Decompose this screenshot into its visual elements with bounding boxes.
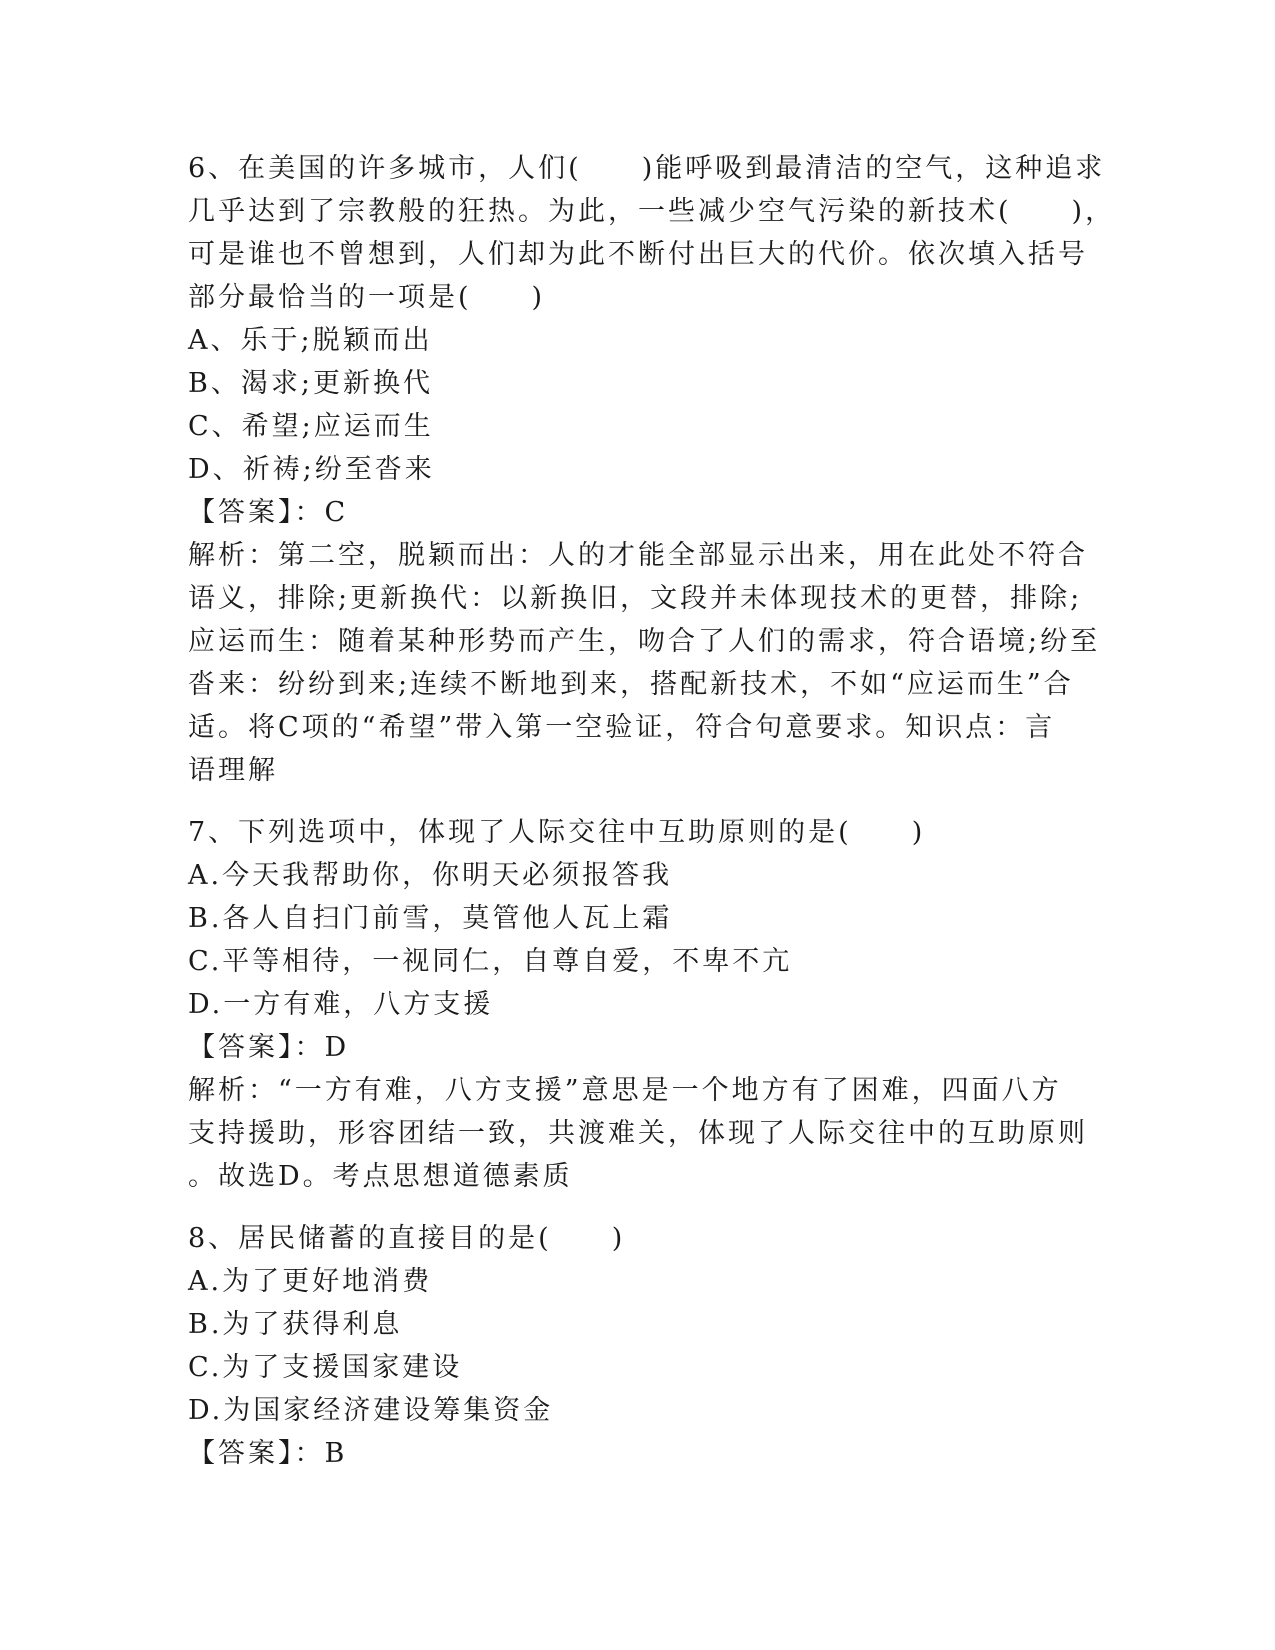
question-stem-line: 6、在美国的许多城市，人们( )能呼吸到最清洁的空气，这种追求 [188,153,1106,184]
question-stem-line: 可是谁也不曾想到，人们却为此不断付出巨大的代价。依次填入括号 [188,239,1088,270]
option-d: D.一方有难，八方支援 [188,989,494,1020]
analysis-line: 语理解 [188,755,278,786]
question-stem-line: 7、下列选项中，体现了人际交往中互助原则的是( ) [188,817,926,848]
option-d: D.为国家经济建设筹集资金 [188,1395,554,1426]
question-stem-line: 部分最恰当的一项是( ) [188,282,546,313]
analysis-line: 解析：第二空，脱颖而出：人的才能全部显示出来，用在此处不符合 [188,540,1088,571]
answer-line: 【答案】：D [188,1032,350,1063]
question-spacer [188,792,1078,811]
analysis-line: 。故选D。考点思想道德素质 [188,1161,573,1192]
analysis-line: 语义，排除;更新换代：以新换旧，文段并未体现技术的更替，排除; [188,583,1083,614]
analysis-line: 解析：“一方有难，八方支援”意思是一个地方有了困难，四面八方 [188,1075,1062,1106]
option-b: B.各人自扫门前雪，莫管他人瓦上霜 [188,903,673,934]
question-block-8 [188,1217,1078,1475]
question-spacer [188,1198,1078,1217]
option-a: A、乐于;脱颖而出 [188,325,433,356]
analysis-line: 沓来：纷纷到来;连续不断地到来，搭配新技术，不如“应运而生”合 [188,669,1074,700]
question-block-7 [188,811,1088,1198]
question-block-6 [188,147,1116,792]
answer-line: 【答案】：B [188,1438,348,1469]
option-b: B、渴求;更新换代 [188,368,433,399]
question-stem-line: 8、居民储蓄的直接目的是( ) [188,1223,626,1254]
option-c: C、希望;应运而生 [188,411,434,442]
analysis-line: 支持援助，形容团结一致，共渡难关，体现了人际交往中的互助原则 [188,1118,1088,1149]
option-a: A.今天我帮助你，你明天必须报答我 [188,860,673,891]
answer-line: 【答案】：C [188,497,349,528]
option-b: B.为了获得利息 [188,1309,403,1340]
analysis-line: 应运而生：随着某种形势而产生，吻合了人们的需求，符合语境;纷至 [188,626,1101,657]
analysis-line: 适。将C项的“希望”带入第一空验证，符合句意要求。知识点：言 [188,712,1056,743]
option-c: C.为了支援国家建设 [188,1352,463,1383]
document-content [188,147,1116,1475]
question-stem-line: 几乎达到了宗教般的狂热。为此，一些减少空气污染的新技术( )， [188,196,1116,227]
option-d: D、祈祷;纷至沓来 [188,454,435,485]
option-a: A.为了更好地消费 [188,1266,433,1297]
option-c: C.平等相待，一视同仁，自尊自爱，不卑不亢 [188,946,793,977]
